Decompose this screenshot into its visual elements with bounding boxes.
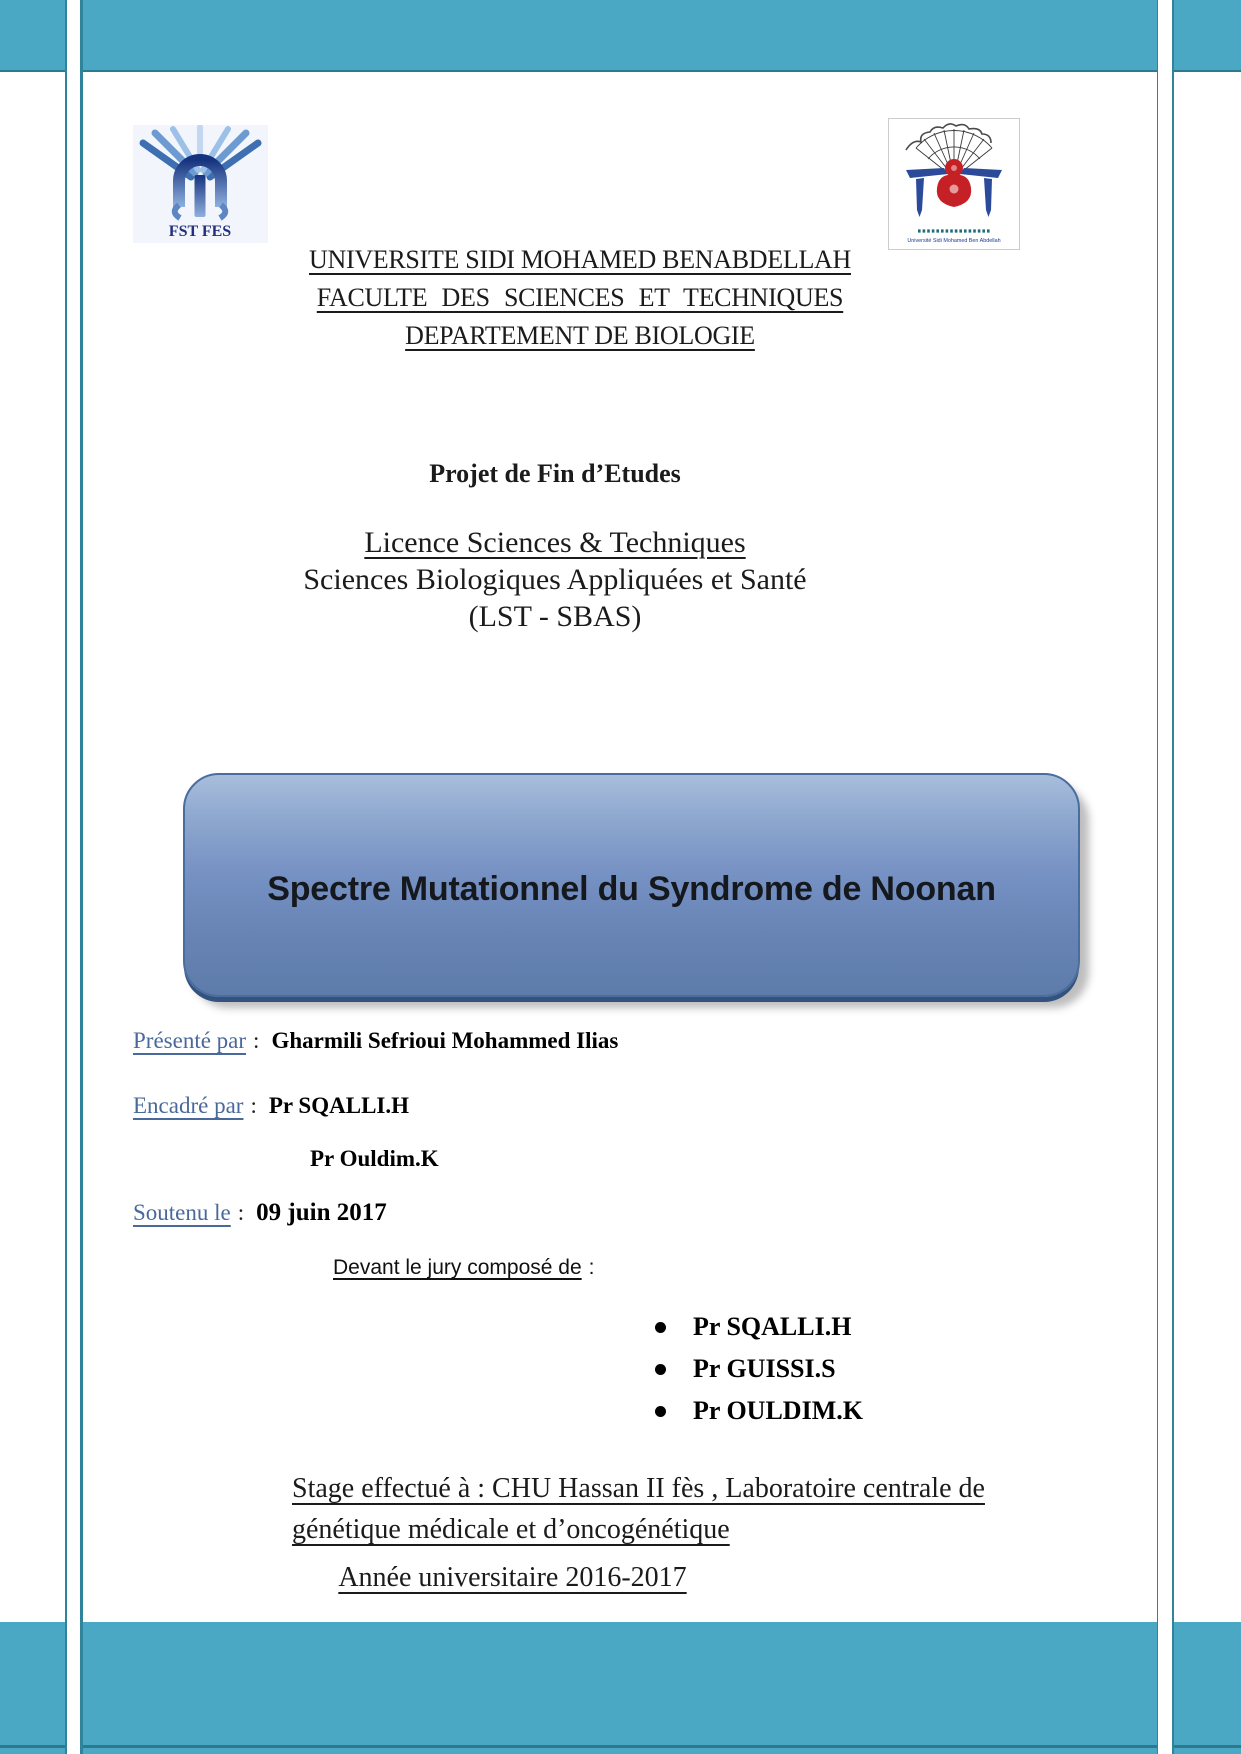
bullet-icon [655,1364,666,1375]
separator-colon: : [253,1028,260,1053]
right-inner-vertical-line [1157,0,1159,1754]
fst-fes-logo-graphic [133,125,268,243]
bullet-icon [655,1322,666,1333]
presented-by-value: Gharmili Sefrioui Mohammed Ilias [271,1028,619,1053]
supervisor-secondary-row [310,1146,439,1172]
degree-acronym: (LST - SBAS) [468,600,642,633]
faculty-name: FACULTE DES SCIENCES ET TECHNIQUES [316,283,844,312]
bottom-border-band [0,1622,1241,1754]
bullet-icon [655,1406,666,1417]
separator-colon: : [237,1200,245,1225]
usmba-logo-caption: Université Sidi Mohamed Ben Abdellah [907,238,1001,244]
left-inner-vertical-line [80,0,83,1754]
project-type: Projet de Fin d’Etudes [429,459,681,488]
department-name: DEPARTEMENT DE BIOLOGIE [405,321,755,350]
left-outer-vertical-line [65,0,68,1754]
defense-date-row [133,1199,387,1227]
jury-heading [333,1256,594,1280]
jury-member-name: Pr GUISSI.S [693,1354,836,1383]
top-border-band [0,0,1241,72]
degree-name: Licence Sciences & Techniques [364,526,746,559]
fst-logo-text: FST FES [168,223,232,240]
left-border-slit [67,0,80,1754]
separator-colon: : [250,1093,257,1118]
presented-by-label: Présenté par [133,1028,247,1053]
academic-year-row [0,1562,1025,1594]
thesis-title: Spectre Mutationnel du Syndrome de Noonan [267,869,996,908]
university-header [170,241,990,355]
jury-member-row [655,1390,863,1432]
jury-heading-colon: : [588,1256,595,1279]
jury-member-name: Pr SQALLI.H [693,1312,852,1341]
jury-member-row [655,1306,863,1348]
thesis-title-box [183,773,1080,997]
specialty-name: Sciences Biologiques Appliquées et Santé [303,563,807,596]
usmba-logo [888,118,1020,250]
defense-date-label: Soutenu le [133,1200,231,1225]
jury-member-row [655,1348,863,1390]
supervised-by-label: Encadré par [133,1093,244,1118]
internship-line-1: Stage effectué à : CHU Hassan II fès , Laboratoire centrale de [292,1473,985,1504]
university-name: UNIVERSITE SIDI MOHAMED BENABDELLAH [309,245,851,274]
supervisor-secondary: Pr Ouldim.K [310,1146,439,1171]
presented-by-row [133,1028,618,1054]
jury-member-name: Pr OULDIM.K [693,1396,863,1425]
right-outer-vertical-line [1172,0,1175,1754]
internship-block [292,1468,1052,1550]
internship-line-2: génétique médicale et d’oncogénétique [292,1514,730,1545]
academic-year: Année universitaire 2016-2017 [338,1562,687,1593]
right-border-slit [1158,0,1172,1754]
supervisor-primary: Pr SQALLI.H [268,1093,409,1118]
supervised-by-row [133,1093,409,1119]
fst-fes-logo [133,125,268,243]
program-block [0,458,1110,635]
jury-heading-text: Devant le jury composé de [333,1256,582,1279]
bottom-band-inner-line [0,1745,1241,1748]
defense-date-value: 09 juin 2017 [256,1199,387,1226]
usmba-logo-graphic [888,118,1020,250]
jury-list [655,1306,863,1432]
